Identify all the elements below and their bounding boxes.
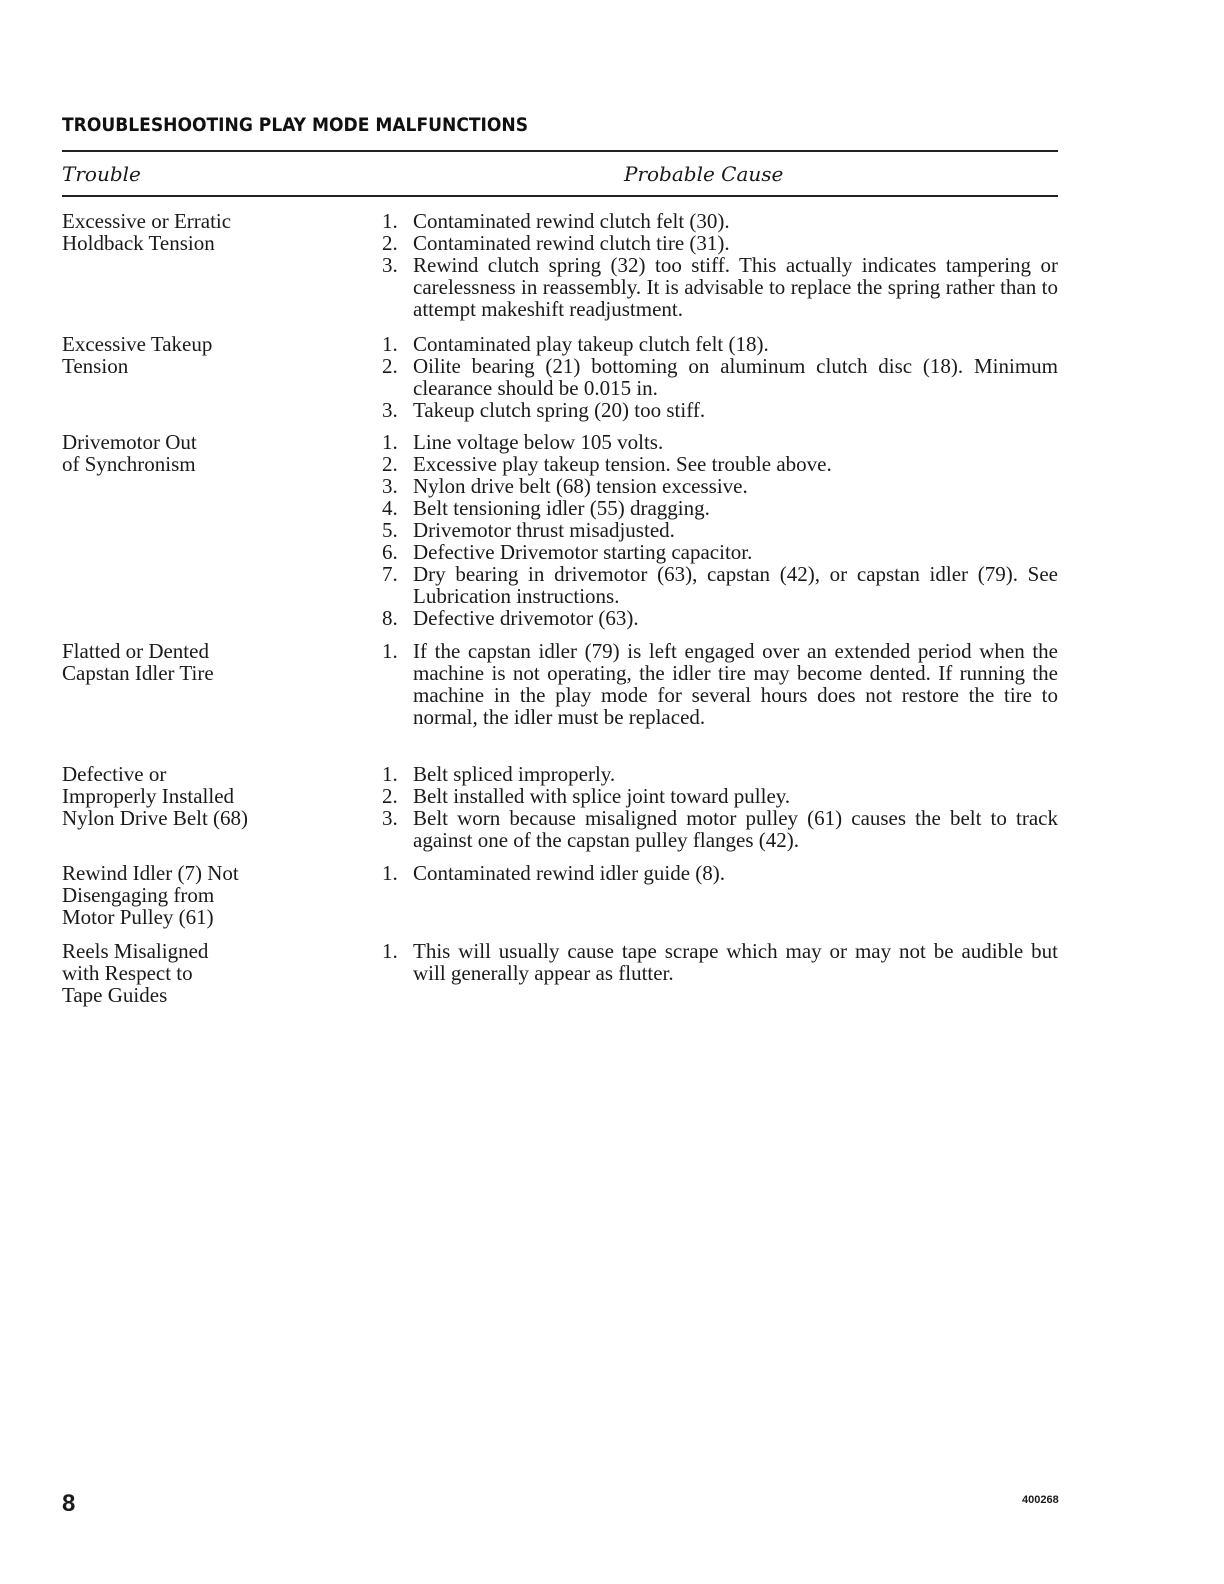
cause-text: Defective Drivemotor starting capacitor.: [413, 540, 753, 564]
cause-text: Belt installed with splice joint toward pulley.: [413, 784, 791, 808]
cause-number: 3.: [382, 474, 398, 498]
page-number: 8: [62, 1490, 76, 1517]
trouble-line: of Synchronism: [62, 452, 196, 476]
cause-list: [382, 940, 1058, 984]
cause-list: [382, 862, 1058, 884]
cause-item: [382, 607, 1058, 629]
trouble-line: Flatted or Dented: [62, 639, 209, 663]
cause-number: 2.: [382, 452, 398, 476]
cause-text: Belt worn because misaligned motor pulley (61) causes the belt to track against one of the capstan pulley flanges (42).: [413, 806, 1058, 852]
cause-item: [382, 254, 1058, 320]
cause-text: Belt spliced improperly.: [413, 762, 616, 786]
cause-list: [382, 431, 1058, 629]
cause-item: [382, 862, 1058, 884]
cause-number: 2.: [382, 231, 398, 255]
cause-number: 2.: [382, 784, 398, 808]
cause-text: Takeup clutch spring (20) too stiff.: [413, 398, 706, 422]
cause-item: [382, 807, 1058, 851]
cause-list: [382, 763, 1058, 851]
cause-item: [382, 210, 1058, 232]
cause-text: Rewind clutch spring (32) too stiff. This actually indicates tampering or carelessness in reassembly. It is advisable to replace the spring rather than to attempt makeshift readjustment.: [413, 253, 1058, 321]
cause-item: [382, 453, 1058, 475]
trouble-label: [62, 763, 362, 829]
trouble-label: [62, 210, 362, 254]
cause-number: 1.: [382, 332, 398, 356]
cause-number: 3.: [382, 253, 398, 277]
cause-item: [382, 940, 1058, 984]
trouble-line: Improperly Installed: [62, 784, 235, 808]
cause-item: [382, 333, 1058, 355]
trouble-line: Defective or: [62, 762, 167, 786]
cause-list: [382, 210, 1058, 320]
trouble-label: [62, 640, 362, 684]
cause-item: [382, 232, 1058, 254]
trouble-label: [62, 333, 362, 377]
cause-text: Defective drivemotor (63).: [413, 606, 639, 630]
cause-number: 1.: [382, 861, 398, 885]
cause-number: 2.: [382, 354, 398, 378]
cause-item: [382, 355, 1058, 399]
trouble-line: Tape Guides: [62, 983, 168, 1007]
cause-number: 7.: [382, 562, 398, 586]
cause-text: Contaminated rewind clutch tire (31).: [413, 231, 730, 255]
cause-number: 6.: [382, 540, 398, 564]
cause-text: Contaminated rewind idler guide (8).: [413, 861, 725, 885]
trouble-line: Tension: [62, 354, 129, 378]
cause-number: 1.: [382, 762, 398, 786]
cause-text: Drivemotor thrust misadjusted.: [413, 518, 675, 542]
column-header-probable-cause: Probable Cause: [624, 162, 784, 186]
cause-number: 4.: [382, 496, 398, 520]
trouble-line: Holdback Tension: [62, 231, 215, 255]
cause-item: [382, 563, 1058, 607]
trouble-label: [62, 431, 362, 475]
trouble-line: Reels Misaligned: [62, 939, 209, 963]
trouble-line: Excessive Takeup: [62, 332, 213, 356]
column-header-trouble: Trouble: [62, 162, 141, 186]
trouble-line: Motor Pulley (61): [62, 905, 214, 929]
cause-text: Contaminated rewind clutch felt (30).: [413, 209, 730, 233]
cause-number: 1.: [382, 430, 398, 454]
cause-text: Line voltage below 105 volts.: [413, 430, 664, 454]
cause-text: Belt tensioning idler (55) dragging.: [413, 496, 710, 520]
cause-item: [382, 640, 1058, 728]
cause-number: 1.: [382, 939, 398, 963]
cause-item: [382, 497, 1058, 519]
cause-text: Dry bearing in drivemotor (63), capstan (42), or capstan idler (79). See Lubrication instructions.: [413, 562, 1058, 608]
cause-number: 3.: [382, 806, 398, 830]
cause-item: [382, 431, 1058, 453]
cause-item: [382, 475, 1058, 497]
cause-item: [382, 541, 1058, 563]
cause-text: If the capstan idler (79) is left engaged over an extended period when the machine is not operating, the idler tire may become dented. If running the machine in the play mode for several hours does not restore the tire to normal, the idler must be replaced.: [413, 639, 1058, 729]
cause-number: 1.: [382, 639, 398, 663]
cause-number: 8.: [382, 606, 398, 630]
trouble-line: Nylon Drive Belt (68): [62, 806, 249, 830]
trouble-line: Disengaging from: [62, 883, 215, 907]
trouble-line: with Respect to: [62, 961, 193, 985]
cause-number: 5.: [382, 518, 398, 542]
trouble-line: Excessive or Erratic: [62, 209, 232, 233]
trouble-label: [62, 940, 362, 1006]
cause-number: 3.: [382, 398, 398, 422]
trouble-label: [62, 862, 362, 928]
document-code: 400268: [1022, 1494, 1059, 1506]
cause-list: [382, 640, 1058, 728]
cause-text: Nylon drive belt (68) tension excessive.: [413, 474, 748, 498]
page-title: TROUBLESHOOTING PLAY MODE MALFUNCTIONS: [62, 114, 529, 136]
cause-text: This will usually cause tape scrape which may or may not be audible but will generally appear as flutter.: [413, 939, 1058, 985]
cause-item: [382, 763, 1058, 785]
trouble-line: Drivemotor Out: [62, 430, 197, 454]
cause-text: Contaminated play takeup clutch felt (18).: [413, 332, 769, 356]
cause-text: Oilite bearing (21) bottoming on aluminum clutch disc (18). Minimum clearance should be 0.015 in.: [413, 354, 1058, 400]
trouble-line: Rewind Idler (7) Not: [62, 861, 239, 885]
trouble-line: Capstan Idler Tire: [62, 661, 214, 685]
cause-item: [382, 519, 1058, 541]
cause-item: [382, 399, 1058, 421]
cause-text: Excessive play takeup tension. See trouble above.: [413, 452, 832, 476]
cause-list: [382, 333, 1058, 421]
table-header-rule: [62, 195, 1058, 197]
cause-number: 1.: [382, 209, 398, 233]
table-top-rule: [62, 150, 1058, 152]
cause-item: [382, 785, 1058, 807]
